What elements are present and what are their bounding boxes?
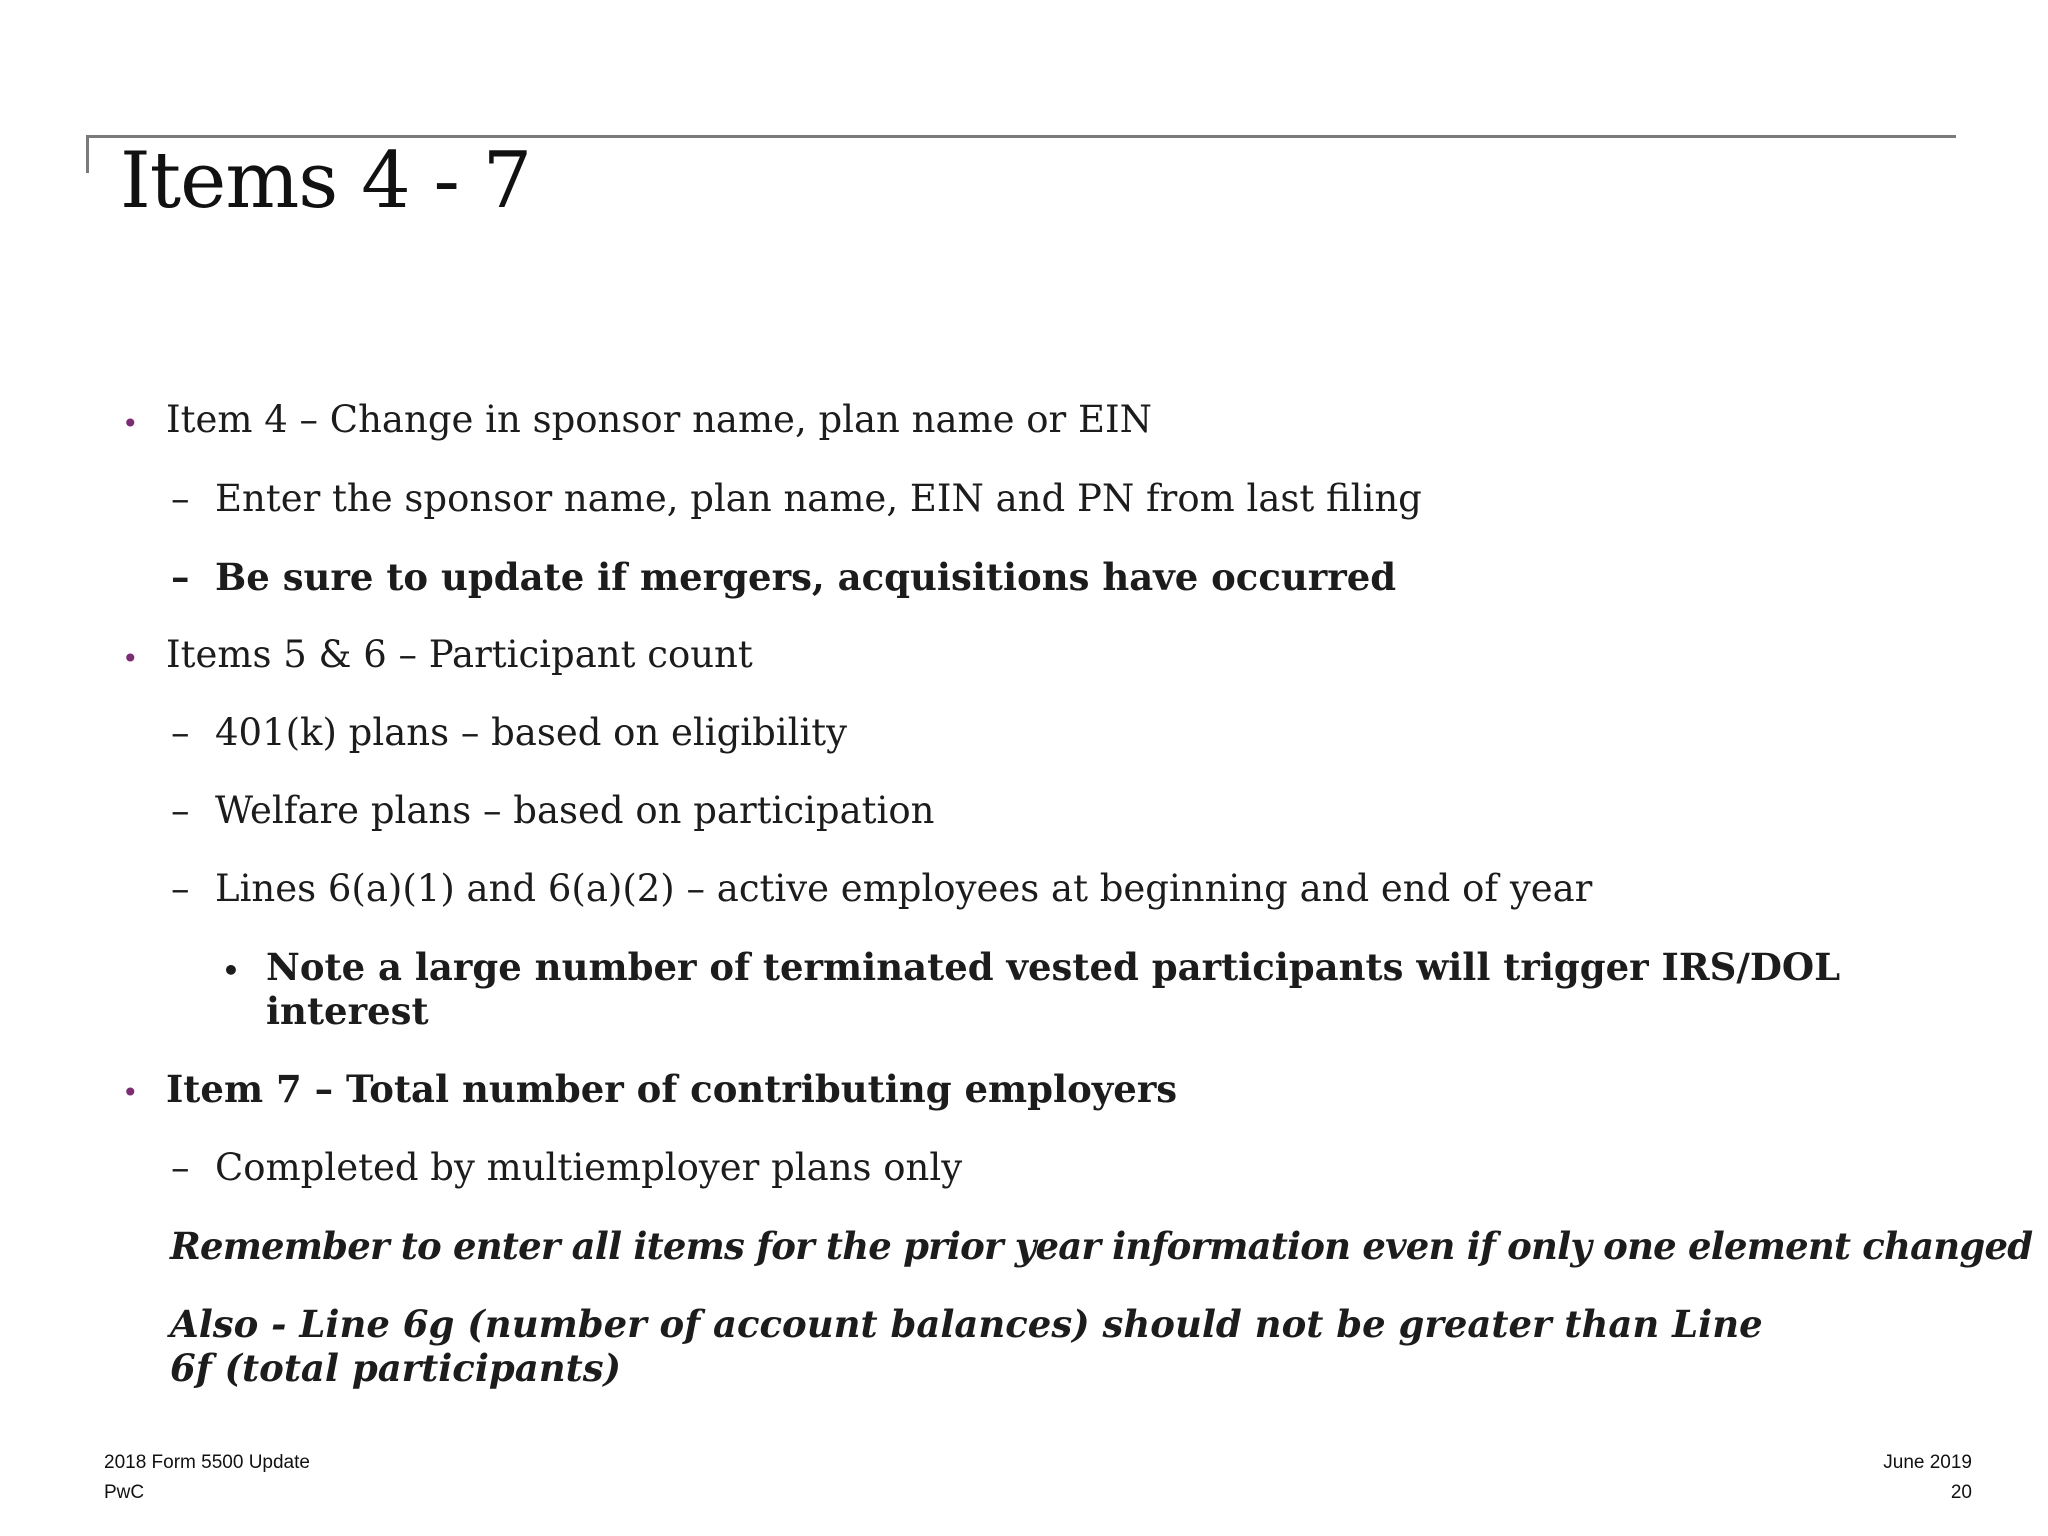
bullet-dot-icon: • (122, 407, 139, 440)
bullet-item-7 (122, 1067, 1177, 1111)
bullet-items-5-6 (122, 633, 753, 677)
footer-date: June 2019 (1883, 1452, 1972, 1473)
bullet-text: Lines 6(a)(1) and 6(a)(2) – active employees at beginning and end of year (215, 867, 1593, 910)
dash-marker: – (171, 789, 190, 832)
sub-bullet-401k (171, 711, 847, 755)
footer-title: 2018 Form 5500 Update (104, 1452, 310, 1473)
dash-marker: – (171, 477, 190, 520)
sub-bullet-welfare (171, 789, 934, 833)
sub-sub-bullet-terminated-vested (222, 945, 1946, 1033)
bullet-text: Items 5 & 6 – Participant count (166, 633, 753, 676)
bullet-text: Completed by multiemployer plans only (215, 1146, 963, 1189)
sub-bullet-lines-6a (171, 867, 1592, 911)
footer-company: PwC (104, 1482, 145, 1503)
page-number: 20 (1950, 1482, 1972, 1503)
dash-marker: – (171, 555, 190, 599)
bullet-text: Enter the sponsor name, plan name, EIN and PN from last filing (215, 477, 1422, 520)
bullet-text: Note a large number of terminated vested participants will trigger IRS/DOL interest (266, 945, 1841, 1033)
bullet-item-4 (122, 398, 1152, 442)
note-line-6g: Also - Line 6g (number of account balances) should not be greater than Line 6f (total participants) (170, 1302, 1763, 1390)
bullet-dot-icon: • (222, 954, 240, 987)
bullet-text: 401(k) plans – based on eligibility (215, 711, 848, 754)
sub-bullet-multiemployer (171, 1146, 962, 1190)
bullet-dot-icon: • (122, 1076, 139, 1109)
note-remember: Remember to enter all items for the prior year information even if only one element changed (170, 1224, 2033, 1268)
sub-bullet-mergers (171, 555, 1396, 599)
slide-title: Items 4 - 7 (120, 136, 532, 226)
bullet-text: Item 4 – Change in sponsor name, plan name or EIN (166, 398, 1152, 441)
dash-marker: – (171, 1146, 190, 1189)
bullet-text: Welfare plans – based on participation (215, 789, 935, 832)
bullet-dot-icon: • (122, 642, 139, 675)
dash-marker: – (171, 711, 190, 754)
bullet-text: Be sure to update if mergers, acquisitions have occurred (215, 555, 1397, 599)
sub-bullet-enter-sponsor (171, 477, 1422, 521)
dash-marker: – (171, 867, 190, 910)
bullet-text: Item 7 – Total number of contributing employers (166, 1067, 1178, 1111)
